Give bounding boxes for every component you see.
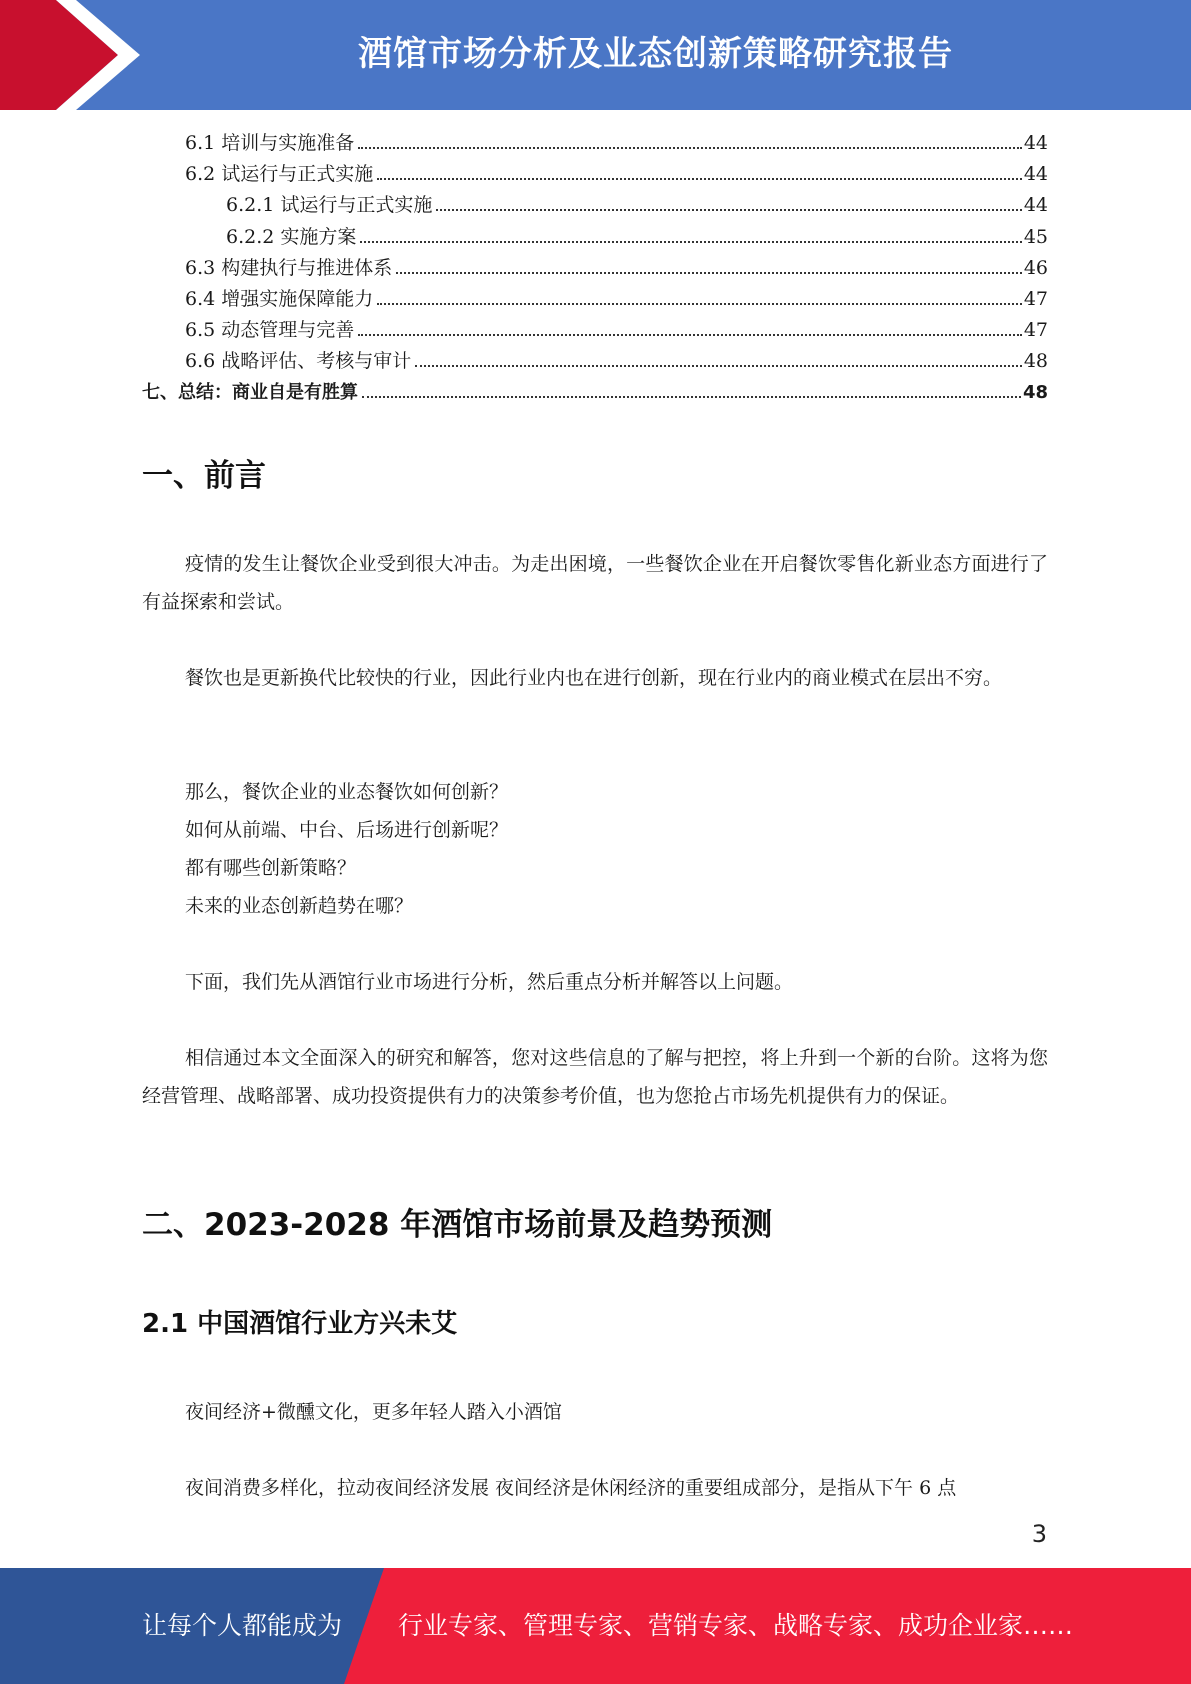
section-heading-preface: 一、前言 [142,458,266,494]
toc-entry-page: 46 [1023,256,1048,279]
toc-entry-page: 45 [1023,225,1048,248]
toc-entry-label: 6.6 战略评估、考核与审计 [185,350,412,373]
toc-entry-page: 48 [1022,381,1048,403]
toc-dot-leader [362,396,1021,398]
toc-entry[interactable] [142,222,1048,253]
toc-entry-page: 48 [1023,350,1048,373]
toc-entry-label: 6.2.2 实施方案 [226,225,357,248]
toc-dot-leader [415,365,1022,367]
toc-dot-leader [396,272,1022,274]
toc-entry-label: 6.1 培训与实施准备 [185,132,355,154]
footer-banner [0,1568,1191,1684]
paragraph: 下面，我们先从酒馆行业市场进行分析，然后重点分析并解答以上问题。 [185,971,794,993]
toc-entry-label: 6.3 构建执行与推进体系 [185,256,393,279]
toc-entry[interactable] [142,378,1048,409]
toc-entry[interactable] [142,159,1048,190]
toc-dot-leader [377,178,1022,180]
paragraph: 夜间经济+微醺文化，更多年轻人踏入小酒馆 [185,1401,562,1423]
toc-entry[interactable] [142,190,1048,221]
question-line: 未来的业态创新趋势在哪？ [185,895,414,917]
header-arrow-decoration [0,0,150,110]
toc-entry[interactable] [142,346,1048,377]
question-line: 都有哪些创新策略？ [185,857,357,879]
paragraph: 餐饮也是更新换代比较快的行业，因此行业内也在进行创新，现在行业内的商业模式在层出不穷。 [185,667,1003,689]
question-line: 如何从前端、中台、后场进行创新呢？ [185,819,509,841]
toc-entry[interactable] [142,128,1048,159]
toc-entry-page: 44 [1023,194,1048,217]
paragraph: 疫情的发生让餐饮企业受到很大冲击。为走出困境，一些餐饮企业在开启餐饮零售化新业态方面进行了有益探索和尝试。 [142,553,1048,613]
header-title: 酒馆市场分析及业态创新策略研究报告 [358,34,953,74]
toc-dot-leader [360,241,1021,243]
toc-entry-label: 七、总结：商业自是有胜算 [142,381,358,403]
table-of-contents [142,128,1048,409]
toc-entry-label: 6.2 试运行与正式实施 [185,163,374,186]
toc-entry-label: 6.4 增强实施保障能力 [185,287,374,310]
subsection-heading: 2.1 中国酒馆行业方兴未艾 [142,1309,458,1339]
toc-entry-page: 44 [1023,132,1048,154]
toc-dot-leader [436,209,1021,211]
toc-dot-leader [377,303,1022,305]
toc-entry-label: 6.2.1 试运行与正式实施 [226,194,433,217]
paragraph: 夜间消费多样化，拉动夜间经济发展 夜间经济是休闲经济的重要组成部分，是指从下午 6 点 [185,1477,957,1499]
toc-entry-page: 47 [1023,287,1048,310]
header-banner [0,0,1191,110]
toc-dot-leader [358,334,1022,336]
paragraph: 相信通过本文全面深入的研究和解答，您对这些信息的了解与把控，将上升到一个新的台阶。这将为您经营管理、战略部署、成功投资提供有力的决策参考价值，也为您抢占市场先机提供有力的保证。 [142,1047,1048,1107]
question-line: 那么，餐饮企业的业态餐饮如何创新？ [185,781,509,803]
toc-entry-page: 47 [1023,319,1048,342]
section-heading-forecast: 二、2023-2028 年酒馆市场前景及趋势预测 [142,1207,773,1243]
toc-entry[interactable] [142,253,1048,284]
toc-entry-label: 6.5 动态管理与完善 [185,319,355,342]
footer-slogan-right: 行业专家、管理专家、营销专家、战略专家、成功企业家…… [398,1611,1074,1640]
footer-slogan-left: 让每个人都能成为 [142,1611,343,1640]
toc-entry[interactable] [142,315,1048,346]
page-number: 3 [1031,1520,1047,1548]
toc-dot-leader [358,147,1022,149]
toc-entry-page: 44 [1023,163,1048,186]
toc-entry[interactable] [142,284,1048,315]
